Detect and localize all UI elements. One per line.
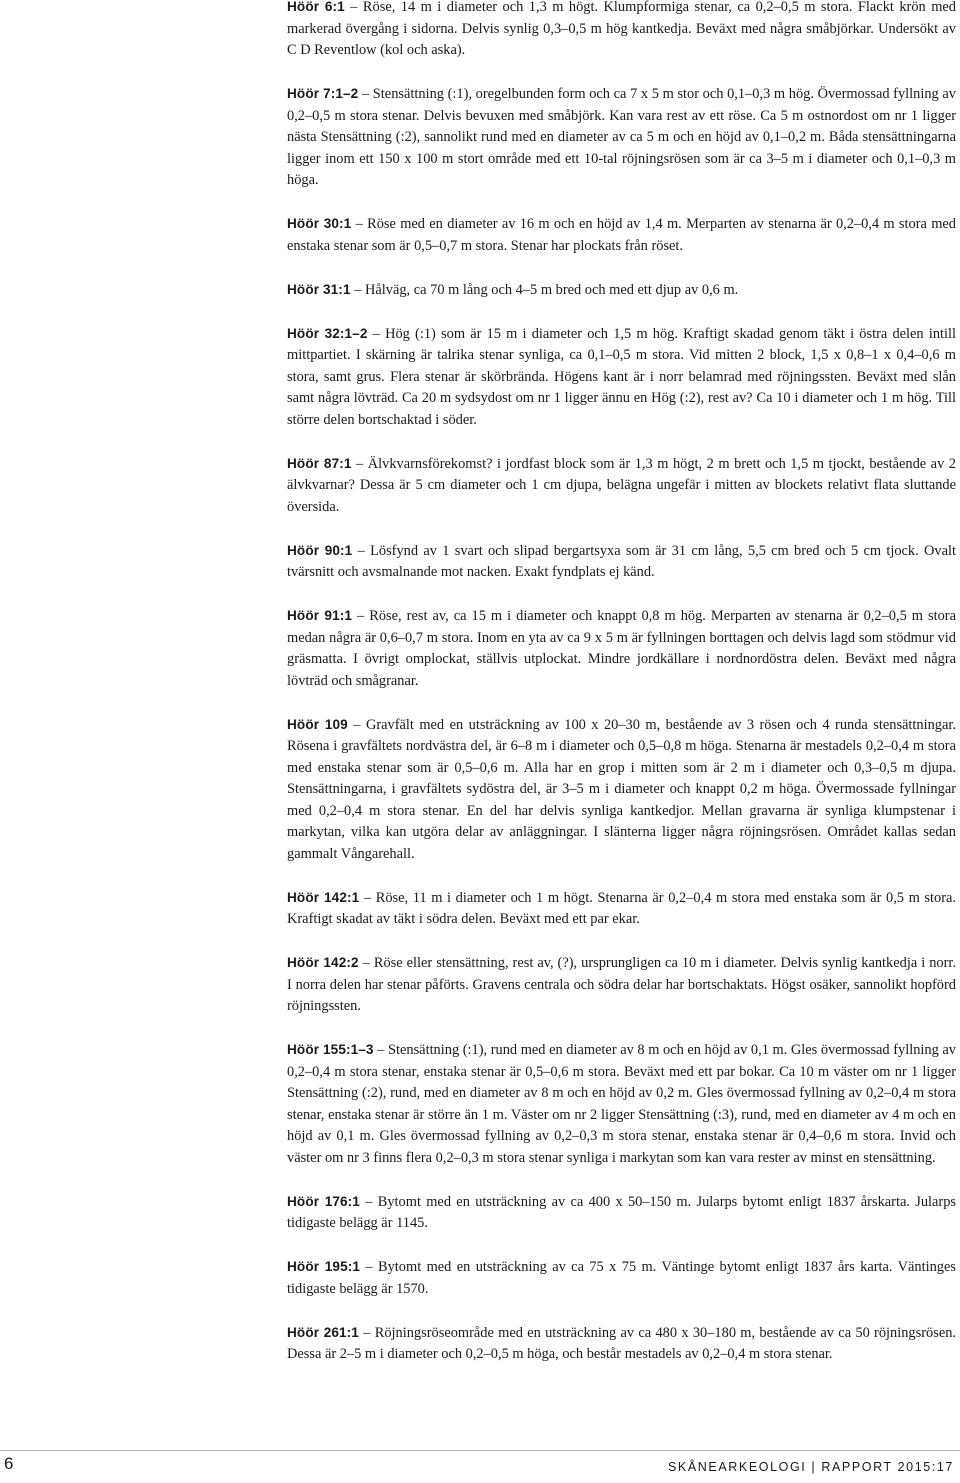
entry-text: – Stensättning (:1), oregelbunden form och ca 7 x 5 m stor och 0,1–0,3 m hög. Övermossad fyllning av 0,2–0,5 m stora stenar. Delvis bevuxen med småbjörk. Kan vara rest av ett röse. Ca 5 m ostnordost om nr 1 ligger nästa Stensättning (:2), sannolikt rund med en diameter av ca 5 m och en höjd av 0,1–0,2 m. Båda stensättningarna ligger inom ett 150 x 100 m stort område med ett 10-tal röjningsrösen som är ca 3–5 m i diameter och 0,1–0,3 m höga. [287, 86, 956, 188]
entry-id: Höör 87:1 [287, 455, 352, 471]
entry-id: Höör 90:1 [287, 542, 353, 558]
entry-id: Höör 31:1 [287, 281, 351, 297]
entry-id: Höör 6:1 [287, 0, 345, 14]
entry-hoor-142-1 [287, 887, 956, 931]
entry-hoor-176-1 [287, 1191, 956, 1235]
entry-id: Höör 261:1 [287, 1324, 359, 1340]
entry-id: Höör 176:1 [287, 1193, 360, 1209]
entry-hoor-87-1 [287, 453, 956, 519]
entry-id: Höör 142:1 [287, 889, 360, 905]
entry-text: – Bytomt med en utsträckning av ca 75 x 75 m. Väntinge bytomt enligt 1837 års karta. Väntinges tidigaste belägg är 1570. [287, 1259, 956, 1297]
entry-hoor-90-1 [287, 540, 956, 584]
entry-text: – Röse eller stensättning, rest av, (?), ursprungligen ca 10 m i diameter. Delvis synlig kantkedja i norr. I norra delen har stenar påförts. Gravens centrala och södra delar har bortschaktats. Högst osäker, sannolikt hopförd röjningssten. [287, 955, 956, 1014]
text-column [287, 0, 956, 1366]
entry-text: – Lösfynd av 1 svart och slipad bergartsyxa som är 31 cm lång, 5,5 cm bred och 5 cm tjock. Ovalt tvärsnitt och avsmalnande mot nacken. Exakt fyndplats ej känd. [287, 542, 956, 580]
entry-text: – Bytomt med en utsträckning av ca 400 x 50–150 m. Jularps bytomt enligt 1837 årskarta. Jularps tidigaste belägg är 1145. [287, 1193, 956, 1231]
entry-hoor-6-1 [287, 0, 956, 62]
entry-id: Höör 91:1 [287, 608, 353, 623]
entry-id: Höör 7:1–2 [287, 86, 359, 101]
entry-hoor-195-1 [287, 1256, 956, 1300]
entry-text: – Älvkvarnsförekomst? i jordfast block som är 1,3 m högt, 2 m brett och 1,5 m tjockt, bestående av 2 älvkvarnar? Dessa är 5 cm diameter och 1 cm djupa, belägna ungefär i mitten av blockets relativt flata sluttande översida. [287, 455, 956, 515]
entry-hoor-7-1-2 [287, 83, 956, 192]
entry-hoor-261-1 [287, 1322, 956, 1366]
entry-text: – Gravfält med en utsträckning av 100 x 20–30 m, bestående av 3 rösen och 4 runda stensättningar. Rösena i gravfältets nordvästra del, är 6–8 m i diameter och 0,5–0,8 m höga. Stenarna är mestadels 0,2–0,4 m stora med enstaka stenar som är 0,5–0,6 m. Alla har en grop i mitten som är 2 m i diameter och 0,3–0,5 m djupa. Stensättningarna, i gravfältets sydöstra del, är 3–5 m i diameter och knappt 0,2 m höga. Övermossade fyllningar med 0,2–0,4 m stora stenar. En del har delvis synliga kantkedjor. Mellan gravarna är synliga klumpstenar i markytan, vilka kan utgöra delar av anläggningar. I slänterna ligger några röjningsrösen. Området kallas sedan gammalt Vångarehall. [287, 716, 956, 862]
entry-hoor-155-1-3 [287, 1039, 956, 1169]
entry-hoor-91-1 [287, 605, 956, 692]
entry-id: Höör 109 [287, 716, 348, 732]
footer-rule [0, 1450, 960, 1451]
entry-id: Höör 30:1 [287, 216, 352, 231]
entry-text: – Hålväg, ca 70 m lång och 4–5 m bred och med ett djup av 0,6 m. [350, 281, 739, 298]
entry-id: Höör 32:1–2 [287, 325, 368, 341]
entry-hoor-31-1 [287, 279, 956, 302]
page-number: 6 [4, 1454, 14, 1473]
entry-text: – Röjningsröseområde med en utsträckning av ca 480 x 30–180 m, bestående av ca 50 röjningsrösen. Dessa är 2–5 m i diameter och 0,2–0,5 m höga, och består mestadels av 0,2–0,4 m stora stenar. [287, 1324, 956, 1362]
entry-text: – Röse, 11 m i diameter och 1 m högt. Stenarna är 0,2–0,4 m stora med enstaka som är 0,5 m stora. Kraftigt skadat av täkt i södra delen. Beväxt med ett par ekar. [287, 889, 957, 927]
entry-hoor-30-1 [287, 213, 956, 257]
entry-hoor-142-2 [287, 952, 956, 1018]
entry-id: Höör 195:1 [287, 1259, 361, 1274]
entry-text: – Röse med en diameter av 16 m och en höjd av 1,4 m. Merparten av stenarna är 0,2–0,4 m stora med enstaka stenar som är 0,5–0,7 m stora. Stenar har plockats från röset. [287, 216, 956, 254]
entry-id: Höör 155:1–3 [287, 1042, 374, 1057]
entry-hoor-32-1-2 [287, 323, 956, 432]
entry-text: – Röse, rest av, ca 15 m i diameter och knappt 0,8 m hög. Merparten av stenarna är 0,2–0,5 m stora medan några är 0,6–0,7 m stora. Inom en yta av ca 9 x 5 m är fyllningen borttagen och delvis lagd som stödmur vid gräsmatta. I övrigt omplockat, ställvis utplockat. Mindre jordkällare i nordnordöstra delen. Beväxt med några lövträd och smågranar. [287, 608, 956, 689]
entry-text: Höör 6:1 – Röse, 14 m i diameter och 1,3 m högt. Klumpformiga stenar, ca 0,2–0,5 m stora. Flackt krön med markerad övergång i sidorna. Delvis synlig 0,3–0,5 m hög kantkedja. Beväxt med några småbjörkar. Undersökt av C D Reventlow (kol och aska). [287, 0, 956, 58]
entry-hoor-109 [287, 714, 956, 866]
entry-text: – Stensättning (:1), rund med en diameter av 8 m och en höjd av 0,1 m. Gles övermossad fyllning av 0,2–0,4 m stora stenar, enstaka stenar är 0,5–0,6 m stora. Beväxt med ett par bokar. Ca 10 m väster om nr 1 ligger Stensättning (:2), rund, med en diameter av 8 m och en höjd av 0,2 m. Gles övermossad fyllning av 0,2–0,4 m stora stenar, enstaka stenar är större än 1 m. Väster om nr 2 ligger Stensättning (:3), rund, med en diameter av 4 m och en höjd av 0,1 m. Gles övermossad fyllning av 0,2–0,3 m stora stenar, enstaka stenar är 0,4–0,6 m stora. Invid och väster om nr 3 finns flera 0,2–0,3 m stora stenar synliga i markytan som kan vara rester av minst en stensättning. [287, 1042, 956, 1166]
entry-text: – Hög (:1) som är 15 m i diameter och 1,5 m hög. Kraftigt skadad genom täkt i östra delen intill mittpartiet. I skärning är talrika stenar synliga, ca 0,1–0,5 m stora. Vid mitten 2 block, 1,5 x 0,8–1 x 0,4–0,6 m stora, samt grus. Flera stenar är skörbrända. Högens kant är i norr belamrad med röjningssten. Beväxt med slån samt några lövträd. Ca 20 m sydsydost om nr 1 ligger ännu en Hög (:2), rest av? Ca 10 i diameter och 1 m hög. Till större delen bortschaktad i söder. [287, 325, 957, 428]
running-footer: SKÅNEARKEOLOGI | RAPPORT 2015:17 [667, 1460, 954, 1474]
entry-id: Höör 142:2 [287, 955, 359, 970]
